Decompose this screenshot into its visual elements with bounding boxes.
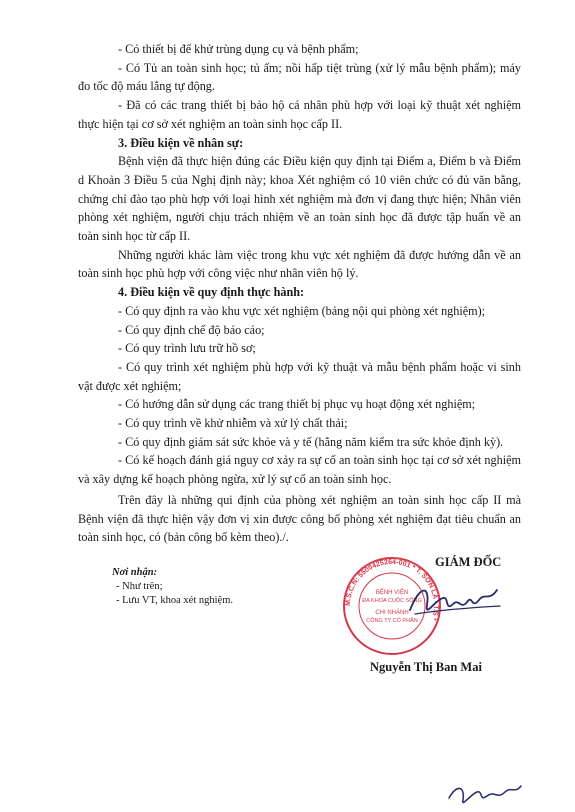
- section-3-paragraph-2: Những người khác làm việc trong khu vực xét nghiệm đã được hướng dẫn về an toàn sinh học phù hợp với công việc như nhân viên hộ lý.: [78, 247, 521, 281]
- practice-item: - Có hướng dẫn sử dụng các trang thiết bị phục vụ hoạt động xét nghiệm;: [118, 397, 476, 412]
- section-3-paragraph-1: Bệnh viện đã thực hiện đúng các Điều kiện quy định tại Điểm a, Điểm b và Điểm d Khoản 3 Điều 5 của Nghị định này; khoa Xét nghiệm có 10 viên chức có đủ văn bằng, chứng chỉ đào tạo phù hợp với loại hình xét nghiệm mà đơn vị đang thực hiện; Nhân viên phòng xét nghiệm, người chịu trách nhiệm về an toàn sinh học đã được tập huấn về an toàn sinh học từ cấp II.: [78, 154, 521, 244]
- section-3-heading: 3. Điều kiện về nhân sự:: [118, 135, 244, 150]
- equipment-item-1: - Có thiết bị để khử trùng dụng cụ và bệnh phẩm;: [118, 42, 359, 56]
- equipment-item-3: - Đã có các trang thiết bị bảo hộ cá nhân phù hợp với loại kỹ thuật xét nghiệm thực hiện tại cơ sở xét nghiệm an toàn sinh học cấp II.: [78, 98, 521, 131]
- practice-item: - Có quy định ra vào khu vực xét nghiệm (bảng nội qui phòng xét nghiệm);: [118, 303, 486, 318]
- practice-item: - Có quy trình lưu trữ hồ sơ;: [118, 341, 256, 356]
- practice-item: - Có quy định chế độ báo cáo;: [118, 322, 265, 337]
- closing-paragraph: Trên đây là những qui định của phòng xét nghiệm an toàn sinh học cấp II mà Bệnh viện đã thực hiện vậy đơn vị xin được công bố phòng xét nghiệm đạt tiêu chuẩn an toàn sinh học, có (bản công bố kèm theo)./.: [78, 492, 521, 545]
- signer-name: Nguyễn Thị Ban Mai: [370, 660, 482, 674]
- stamp-ring-text: M.S.C.N: 5500425264-001 * T. SƠN LA - T.S *: [344, 558, 440, 622]
- recipients-title: Nơi nhận:: [112, 567, 158, 578]
- practice-item: - Có kế hoạch đánh giá nguy cơ xảy ra sự cố an toàn sinh học tại cơ sở xét nghiệm và xây dựng kế hoạch phòng ngừa, xử lý sự cố an toàn sinh học.: [78, 453, 521, 487]
- recipients-block: [112, 566, 233, 608]
- stamp-line: CÔNG TY CỔ PHẦN: [366, 618, 418, 624]
- signer-title: GIÁM ĐỐC: [435, 555, 502, 569]
- stamp-line: BỆNH VIỆN: [375, 590, 409, 596]
- document-body: [78, 40, 521, 547]
- equipment-item-2: - Có Tủ an toàn sinh học; tủ ấm; nồi hấp tiệt trùng (xử lý mẫu bệnh phẩm); máy đo tốc độ máu lắng tự động.: [78, 60, 521, 94]
- practice-item: - Có quy trình về khử nhiễm và xử lý chất thải;: [118, 416, 348, 431]
- recipient-item: - Như trên;: [116, 581, 163, 592]
- stamp-line: ĐA KHOA CUỘC SỐNG: [362, 598, 422, 604]
- section-4-heading: 4. Điều kiện về quy định thực hành:: [118, 285, 305, 300]
- handwritten-signature: [405, 580, 505, 622]
- recipient-item: - Lưu VT, khoa xét nghiệm.: [116, 595, 233, 606]
- initial-signature: [445, 780, 525, 810]
- practice-item: - Có quy định giám sát sức khỏe và y tế (hằng năm kiểm tra sức khỏe định kỳ).: [118, 434, 504, 449]
- stamp-line: CHI NHÁNH: [375, 610, 409, 616]
- practice-item: - Có quy trình xét nghiệm phù hợp với kỹ thuật và mẫu bệnh phẩm hoặc vi sinh vật được xét nghiệm;: [78, 359, 521, 393]
